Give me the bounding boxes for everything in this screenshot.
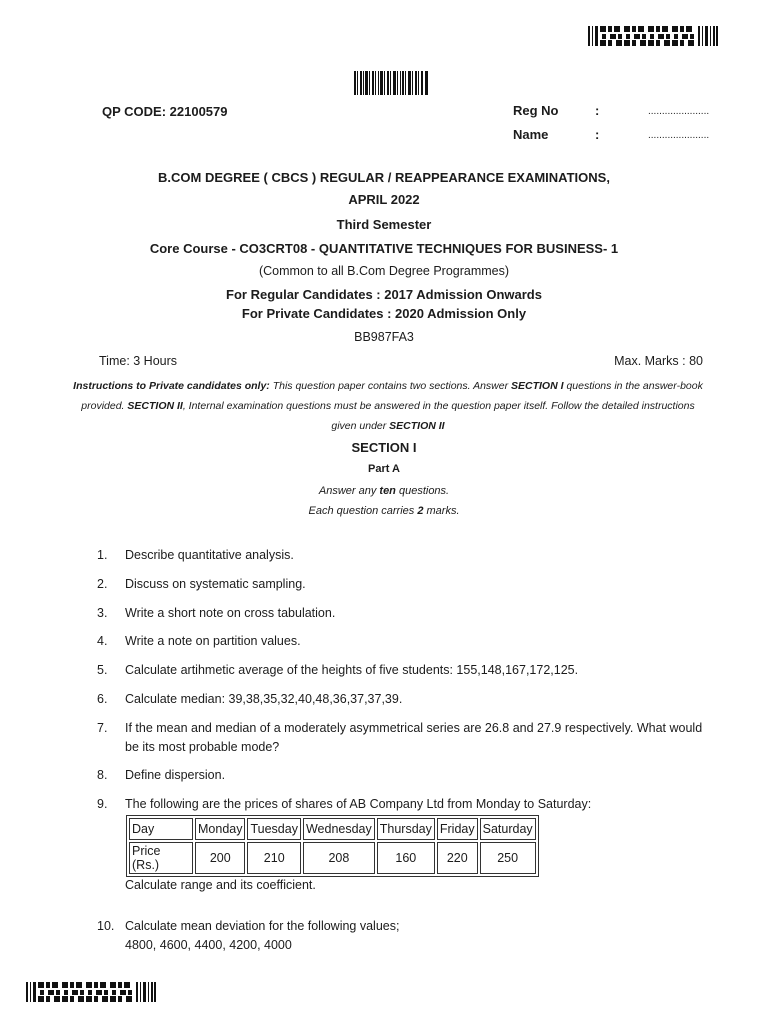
instructions-text-1: This question paper contains two sections. Answer xyxy=(269,380,512,392)
question-number: 6. xyxy=(97,692,108,706)
name-field[interactable]: ...................... xyxy=(648,130,710,141)
part-title: Part A xyxy=(368,463,400,475)
question-text: 4800, 4600, 4400, 4200, 4000 xyxy=(125,938,292,952)
question-text: If the mean and median of a moderately asymmetrical series are 26.8 and 27.9 respectively. What would be its most probable mode? xyxy=(125,721,703,754)
private-instructions xyxy=(70,376,706,436)
answer-post: questions. xyxy=(395,485,450,497)
course-title: Core Course - CO3CRT08 - QUANTITATIVE TECHNIQUES FOR BUSINESS- 1 xyxy=(149,241,619,256)
question-number: 8. xyxy=(97,768,108,782)
table-cell: Monday xyxy=(195,818,245,840)
instructions-section-2: SECTION II xyxy=(127,400,183,412)
instructions-text-2: questions in the answer-book provided. xyxy=(81,380,703,412)
paper-id: BB987FA3 xyxy=(354,330,414,344)
table-cell: 160 xyxy=(377,842,435,874)
carries-post: marks. xyxy=(423,505,460,517)
question-text: Write a note on partition values. xyxy=(125,634,301,648)
private-candidates: For Private Candidates : 2020 Admission Only xyxy=(241,306,527,321)
question-number: 10. xyxy=(97,919,115,933)
common-note: (Common to all B.Com Degree Programmes) xyxy=(258,264,510,278)
table-header-row xyxy=(129,818,536,840)
question-text: Calculate artihmetic average of the heights of five students: 155,148,167,172,125. xyxy=(125,663,579,677)
question-text: Calculate median: 39,38,35,32,40,48,36,37,37,39. xyxy=(125,692,403,706)
barcode-bottom-left xyxy=(26,982,156,1002)
qp-code: QP CODE: 22100579 xyxy=(102,104,228,119)
question-text: Calculate mean deviation for the following values; xyxy=(125,919,400,933)
name-colon: : xyxy=(595,127,600,142)
carries-pre: Each question carries xyxy=(308,505,418,517)
table-cell: Saturday xyxy=(480,818,536,840)
time-allowed: Time: 3 Hours xyxy=(99,354,178,368)
exam-title-line1: B.COM DEGREE ( CBCS ) REGULAR / REAPPEARANCE EXAMINATIONS, xyxy=(158,170,610,185)
table-cell: 208 xyxy=(303,842,375,874)
reg-no-label: Reg No xyxy=(513,103,559,118)
table-cell: Day xyxy=(129,818,193,840)
question-text: The following are the prices of shares of AB Company Ltd from Monday to Saturday: xyxy=(125,797,592,811)
table-cell: Tuesday xyxy=(247,818,300,840)
question-number: 4. xyxy=(97,634,108,648)
table-cell: Friday xyxy=(437,818,478,840)
answer-count: ten xyxy=(379,485,396,497)
table-cell: Thursday xyxy=(377,818,435,840)
instructions-section-2b: SECTION II xyxy=(389,420,445,432)
name-label: Name xyxy=(513,127,549,142)
question-number: 9. xyxy=(97,797,108,811)
regular-candidates: For Regular Candidates : 2017 Admission Onwards xyxy=(226,287,542,302)
semester: Third Semester xyxy=(336,217,432,232)
instructions-section-1: SECTION I xyxy=(511,380,564,392)
question-number: 7. xyxy=(97,721,108,735)
answer-instruction xyxy=(0,485,768,497)
section-title: SECTION I xyxy=(351,440,417,455)
answer-pre: Answer any xyxy=(318,485,380,497)
question-number: 2. xyxy=(97,577,108,591)
barcode-top-center xyxy=(354,71,428,95)
question-number: 5. xyxy=(97,663,108,677)
table-cell: Price (Rs.) xyxy=(129,842,193,874)
reg-no-field[interactable]: ...................... xyxy=(648,106,710,117)
question-number: 1. xyxy=(97,548,108,562)
question-text: Calculate range and its coefficient. xyxy=(125,878,316,892)
barcode-top-right xyxy=(588,26,718,46)
marks-instruction xyxy=(0,505,768,517)
instructions-lead: Instructions to Private candidates only: xyxy=(73,380,270,392)
share-price-table xyxy=(126,815,539,877)
table-cell: 210 xyxy=(247,842,300,874)
table-cell: 220 xyxy=(437,842,478,874)
instructions-text-3: , Internal examination questions must be answered in the question paper itself. Follow the detailed instructions given under xyxy=(182,400,695,432)
max-marks: Max. Marks : 80 xyxy=(614,354,703,368)
table-cell: 200 xyxy=(195,842,245,874)
question-text: Write a short note on cross tabulation. xyxy=(125,606,336,620)
exam-title-line2: APRIL 2022 xyxy=(348,192,420,207)
table-row xyxy=(129,842,536,874)
reg-no-colon: : xyxy=(595,103,600,118)
question-text: Discuss on systematic sampling. xyxy=(125,577,306,591)
question-text: Define dispersion. xyxy=(125,768,226,782)
table-cell: Wednesday xyxy=(303,818,375,840)
carries-marks: 2 xyxy=(417,505,424,517)
question-number: 3. xyxy=(97,606,108,620)
question-text: Describe quantitative analysis. xyxy=(125,548,294,562)
table-cell: 250 xyxy=(480,842,536,874)
